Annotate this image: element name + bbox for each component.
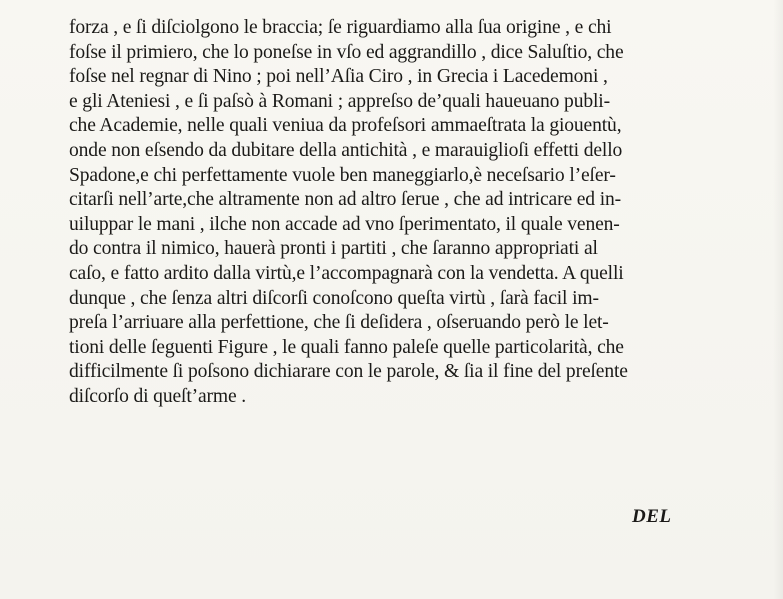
page-edge-shadow	[773, 0, 783, 599]
text-line-15: difficilmente ſi poſsono dichiarare con le parole, & ſia il fine del preſente	[69, 361, 628, 383]
text-line-5: che Academie, nelle quali veniua da profeſsori ammaeſtrata la giouentù,	[69, 115, 622, 137]
text-line-16: diſcorſo di queſt’arme .	[69, 385, 247, 407]
text-line-14: tioni delle ſeguenti Figure , le quali fanno paleſe quelle particolarità, che	[69, 336, 624, 358]
text-line-10: do contra il nimico, hauerà pronti i partiti , che ſaranno appropriati al	[69, 238, 598, 260]
body-text	[69, 16, 729, 410]
text-line-6: onde non eſsendo da dubitare della antichità , e marauiglioſi effetti dello	[69, 139, 623, 161]
text-line-4: e gli Ateniesi , e ſi paſsò à Romani ; appreſso de’quali haueuano publi-	[69, 90, 610, 112]
text-line-2: foſse il primiero, che lo poneſse in vſo ed aggrandillo , dice Saluſtio, che	[69, 41, 624, 63]
text-line-8: citarſi nell’arte,che altramente non ad altro ſerue , che ad intricare ed in-	[69, 189, 622, 211]
text-line-12: dunque , che ſenza altri diſcorſi conoſcono queſta virtù , ſarà facil im-	[69, 287, 599, 309]
catchword: DEL	[632, 506, 672, 527]
text-line-1: forza , e ſi diſciolgono le braccia; ſe riguardiamo alla ſua origine , e chi	[69, 17, 612, 38]
text-line-3: foſse nel regnar di Nino ; poi nell’Aſia Ciro , in Grecia i Lacedemoni ,	[69, 66, 608, 88]
text-line-13: preſa l’arriuare alla perfettione, che ſi deſidera , oſseruando però le let-	[69, 312, 609, 334]
text-line-11: caſo, e fatto ardito dalla virtù,e l’accompagnarà con la vendetta. A quelli	[69, 262, 624, 284]
text-line-7: Spadone,e chi perfettamente vuole ben maneggiarlo,è neceſsario l’eſer-	[69, 164, 616, 186]
text-line-9: uiluppar le mani , ilche non accade ad vno ſperimentato, il quale venen-	[69, 213, 620, 235]
